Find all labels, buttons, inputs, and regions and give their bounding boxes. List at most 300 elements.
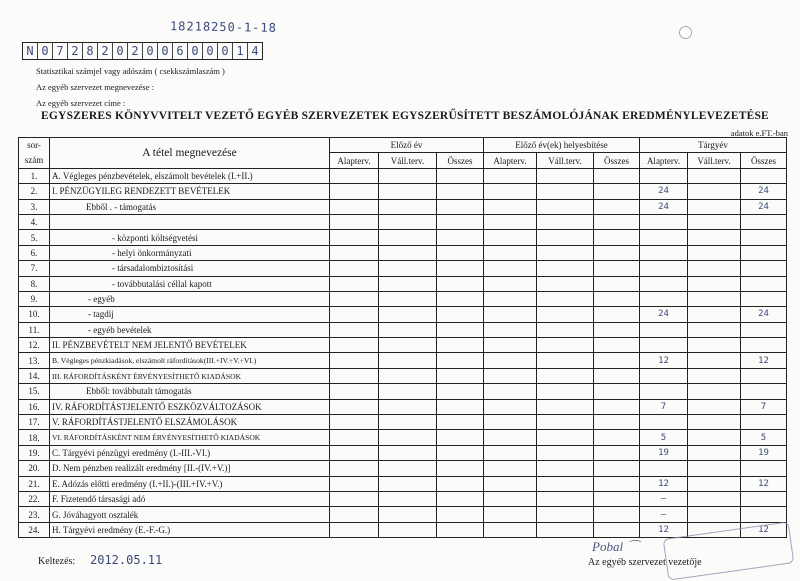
empty-cell [594, 184, 640, 199]
stat-code-box: 8 [83, 43, 98, 59]
table-row [19, 491, 787, 506]
empty-cell [688, 199, 741, 214]
row-number: 7. [19, 261, 50, 276]
empty-cell [379, 522, 437, 537]
current-osszes-cell [741, 291, 787, 306]
current-alapterv-cell: — [640, 507, 688, 522]
table-row [19, 199, 787, 214]
empty-cell [594, 384, 640, 399]
current-osszes-cell: 24 [741, 184, 787, 199]
empty-cell [437, 276, 484, 291]
empty-cell [688, 338, 741, 353]
empty-cell [379, 430, 437, 445]
empty-cell [484, 276, 537, 291]
empty-cell [379, 199, 437, 214]
empty-cell [437, 399, 484, 414]
empty-cell [437, 415, 484, 430]
empty-cell [437, 230, 484, 245]
empty-cell [537, 261, 594, 276]
row-number: 9. [19, 291, 50, 306]
empty-cell [537, 168, 594, 183]
empty-cell [594, 168, 640, 183]
row-description: F. Fizetendő társasági adó [50, 491, 330, 506]
table-row [19, 353, 787, 368]
empty-cell [688, 399, 741, 414]
sub-vallterv: Váll.terv. [537, 153, 594, 168]
table-row [19, 507, 787, 522]
current-osszes-cell [741, 230, 787, 245]
current-osszes-cell [741, 338, 787, 353]
empty-cell [484, 368, 537, 383]
empty-cell [330, 461, 379, 476]
sub-vallterv: Váll.terv. [688, 153, 741, 168]
row-number: 15. [19, 384, 50, 399]
empty-cell [484, 184, 537, 199]
current-alapterv-cell [640, 168, 688, 183]
row-number: 12. [19, 338, 50, 353]
empty-cell [537, 322, 594, 337]
empty-cell [330, 322, 379, 337]
current-alapterv-cell [640, 230, 688, 245]
current-osszes-cell: 12 [741, 353, 787, 368]
current-osszes-cell [741, 415, 787, 430]
income-statement-table [18, 137, 787, 538]
row-description: A. Végleges pénzbevételek, elszámolt bevételek (I.+II.) [50, 168, 330, 183]
empty-cell [379, 307, 437, 322]
current-osszes-cell [741, 276, 787, 291]
empty-cell [437, 368, 484, 383]
group-prev-correction: Előző év(ek) helyesbítése [484, 138, 640, 153]
sub-osszes: Összes [741, 153, 787, 168]
row-number: 18. [19, 430, 50, 445]
empty-cell [379, 353, 437, 368]
current-osszes-cell: 12 [741, 476, 787, 491]
current-alapterv-cell: 12 [640, 353, 688, 368]
table-row [19, 245, 787, 260]
empty-cell [688, 322, 741, 337]
punch-hole [679, 26, 692, 39]
stat-code-box: 7 [53, 43, 68, 59]
current-osszes-cell: 24 [741, 199, 787, 214]
empty-cell [537, 507, 594, 522]
table-row [19, 214, 787, 229]
row-description: B. Végleges pénzkiadások, elszámolt ráfordítások(III.+IV.+V.+VI.) [50, 353, 330, 368]
empty-cell [594, 491, 640, 506]
empty-cell [688, 214, 741, 229]
current-osszes-cell: 24 [741, 307, 787, 322]
stat-code-box: 6 [173, 43, 188, 59]
empty-cell [688, 491, 741, 506]
empty-cell [688, 415, 741, 430]
empty-cell [330, 384, 379, 399]
stat-code-box: 4 [251, 44, 259, 58]
signer-label: Az egyéb szervezet vezetője [588, 557, 702, 568]
current-alapterv-cell: 12 [640, 522, 688, 537]
date-value: 2012.05.11 [90, 553, 163, 567]
empty-cell [330, 399, 379, 414]
empty-cell [484, 338, 537, 353]
empty-cell [537, 291, 594, 306]
empty-cell [437, 338, 484, 353]
current-alapterv-cell [640, 322, 688, 337]
table-row [19, 291, 787, 306]
stat-code-box: 0 [113, 43, 128, 59]
empty-cell [437, 491, 484, 506]
org-address-label: Az egyéb szervezet címe : [36, 98, 126, 108]
row-description: - tagdíj [50, 307, 330, 322]
empty-cell [537, 276, 594, 291]
row-description: V. RÁFORDÍTÁSTJELENTŐ ELSZÁMOLÁSOK [50, 415, 330, 430]
empty-cell [594, 338, 640, 353]
empty-cell [537, 522, 594, 537]
empty-cell [437, 322, 484, 337]
empty-cell [330, 338, 379, 353]
row-description: Ebből: továbbutalt támogatás [50, 384, 330, 399]
stat-code-box: 2 [128, 43, 143, 59]
empty-cell [594, 461, 640, 476]
empty-cell [537, 199, 594, 214]
empty-cell [688, 168, 741, 183]
stat-code-box: 0 [143, 43, 158, 59]
empty-cell [330, 261, 379, 276]
empty-cell [437, 522, 484, 537]
current-alapterv-cell [640, 384, 688, 399]
empty-cell [537, 230, 594, 245]
table-row [19, 415, 787, 430]
empty-cell [379, 261, 437, 276]
empty-cell [437, 430, 484, 445]
empty-cell [330, 307, 379, 322]
empty-cell [484, 322, 537, 337]
group-current-year: Tárgyév [640, 138, 787, 153]
row-description: Ebből . - támogatás [50, 199, 330, 214]
empty-cell [330, 230, 379, 245]
row-number: 5. [19, 230, 50, 245]
current-alapterv-cell: 7 [640, 399, 688, 414]
empty-cell [594, 507, 640, 522]
table-row [19, 168, 787, 183]
empty-cell [379, 368, 437, 383]
empty-cell [537, 476, 594, 491]
current-osszes-cell [741, 322, 787, 337]
current-osszes-cell [741, 491, 787, 506]
empty-cell [379, 245, 437, 260]
empty-cell [537, 245, 594, 260]
current-osszes-cell [741, 214, 787, 229]
empty-cell [379, 476, 437, 491]
table-row [19, 461, 787, 476]
empty-cell [537, 353, 594, 368]
empty-cell [437, 384, 484, 399]
current-alapterv-cell: — [640, 491, 688, 506]
current-osszes-cell: 12 [741, 522, 787, 537]
row-number: 3. [19, 199, 50, 214]
empty-cell [594, 214, 640, 229]
table-row [19, 184, 787, 199]
row-number: 6. [19, 245, 50, 260]
empty-cell [330, 276, 379, 291]
stat-code-box: 0 [158, 43, 173, 59]
row-number: 21. [19, 476, 50, 491]
empty-cell [484, 522, 537, 537]
empty-cell [484, 230, 537, 245]
row-number: 19. [19, 445, 50, 460]
row-description: H. Tárgyévi eredmény (E.-F.-G.) [50, 522, 330, 537]
empty-cell [484, 261, 537, 276]
current-alapterv-cell [640, 415, 688, 430]
row-description: - továbbutalási céllal kapott [50, 276, 330, 291]
empty-cell [379, 338, 437, 353]
empty-cell [379, 322, 437, 337]
empty-cell [537, 399, 594, 414]
table-row [19, 384, 787, 399]
empty-cell [594, 245, 640, 260]
current-alapterv-cell: 24 [640, 184, 688, 199]
date-label: Keltezés: [38, 556, 76, 567]
empty-cell [437, 291, 484, 306]
empty-cell [688, 291, 741, 306]
empty-cell [688, 184, 741, 199]
row-number: 23. [19, 507, 50, 522]
empty-cell [484, 430, 537, 445]
empty-cell [484, 291, 537, 306]
empty-cell [437, 214, 484, 229]
empty-cell [330, 353, 379, 368]
table-row [19, 430, 787, 445]
current-alapterv-cell [640, 461, 688, 476]
row-number: 4. [19, 214, 50, 229]
empty-cell [594, 476, 640, 491]
statistical-code-boxes [22, 42, 263, 60]
empty-cell [594, 430, 640, 445]
empty-cell [330, 368, 379, 383]
empty-cell [379, 461, 437, 476]
table-row [19, 338, 787, 353]
empty-cell [437, 353, 484, 368]
empty-cell [688, 261, 741, 276]
current-alapterv-cell [640, 338, 688, 353]
current-osszes-cell: 19 [741, 445, 787, 460]
empty-cell [594, 368, 640, 383]
form-title: EGYSZERES KÖNYVVITELT VEZETŐ EGYÉB SZERVEZETEK EGYSZERŰSÍTETT BESZÁMOLÓJÁNAK EREDMÉNYLEVEZETÉSE [41, 110, 769, 122]
empty-cell [594, 199, 640, 214]
row-description: III. RÁFORDÍTÁSKÉNT ÉRVÉNYESÍTHETŐ KIADÁSOK [50, 368, 330, 383]
row-description: C. Tárgyévi pénzügyi eredmény (I.-III.-VI.) [50, 445, 330, 460]
empty-cell [379, 168, 437, 183]
empty-cell [594, 230, 640, 245]
empty-cell [330, 214, 379, 229]
empty-cell [537, 214, 594, 229]
empty-cell [484, 307, 537, 322]
current-osszes-cell [741, 461, 787, 476]
empty-cell [437, 184, 484, 199]
row-number: 24. [19, 522, 50, 537]
sub-vallterv: Váll.terv. [379, 153, 437, 168]
stat-code-box: 2 [68, 43, 83, 59]
empty-cell [330, 415, 379, 430]
row-number: 22. [19, 491, 50, 506]
stat-code-box: 0 [203, 43, 218, 59]
empty-cell [688, 307, 741, 322]
current-osszes-cell [741, 384, 787, 399]
empty-cell [484, 353, 537, 368]
empty-cell [594, 276, 640, 291]
empty-cell [594, 261, 640, 276]
current-osszes-cell [741, 261, 787, 276]
empty-cell [437, 261, 484, 276]
current-alapterv-cell [640, 261, 688, 276]
stat-code-box: 0 [188, 43, 203, 59]
row-description: - egyéb bevételek [50, 322, 330, 337]
empty-cell [537, 415, 594, 430]
empty-cell [437, 307, 484, 322]
table-row [19, 307, 787, 322]
sub-osszes: Összes [437, 153, 484, 168]
empty-cell [484, 461, 537, 476]
row-description: D. Nem pénzben realizált eredmény [II.-(IV.+V.)] [50, 461, 330, 476]
empty-cell [437, 199, 484, 214]
current-alapterv-cell [640, 245, 688, 260]
empty-cell [688, 461, 741, 476]
empty-cell [330, 491, 379, 506]
row-description: I. PÉNZÜGYILEG RENDEZETT BEVÉTELEK [50, 184, 330, 199]
sub-osszes: Összes [594, 153, 640, 168]
current-osszes-cell [741, 368, 787, 383]
empty-cell [330, 184, 379, 199]
current-osszes-cell [741, 507, 787, 522]
table-row [19, 522, 787, 537]
sub-alapterv: Alapterv. [640, 153, 688, 168]
row-description: VI. RÁFORDÍTÁSKÉNT NEM ÉRVÉNYESÍTHETŐ KIADÁSOK [50, 430, 330, 445]
empty-cell [330, 507, 379, 522]
current-alapterv-cell [640, 291, 688, 306]
empty-cell [437, 445, 484, 460]
stat-code-box: 0 [218, 43, 233, 59]
row-number: 10. [19, 307, 50, 322]
row-number: 16. [19, 399, 50, 414]
current-alapterv-cell: 12 [640, 476, 688, 491]
empty-cell [537, 368, 594, 383]
org-name-label: Az egyéb szervezet megnevezése : [36, 82, 154, 92]
empty-cell [688, 230, 741, 245]
empty-cell [484, 168, 537, 183]
col-row-number-2: szám [19, 153, 50, 168]
empty-cell [594, 291, 640, 306]
empty-cell [688, 276, 741, 291]
empty-cell [594, 353, 640, 368]
empty-cell [330, 168, 379, 183]
stat-code-box: 1 [233, 43, 248, 59]
empty-cell [330, 476, 379, 491]
sub-alapterv: Alapterv. [484, 153, 537, 168]
empty-cell [688, 384, 741, 399]
empty-cell [484, 476, 537, 491]
empty-cell [537, 430, 594, 445]
units-note: adatok e.FT.-ban [730, 128, 788, 138]
empty-cell [379, 445, 437, 460]
empty-cell [594, 322, 640, 337]
empty-cell [484, 384, 537, 399]
empty-cell [484, 214, 537, 229]
empty-cell [688, 368, 741, 383]
empty-cell [688, 430, 741, 445]
current-osszes-cell [741, 245, 787, 260]
row-description: II. PÉNZBEVÉTELT NEM JELENTŐ BEVÉTELEK [50, 338, 330, 353]
table-row [19, 261, 787, 276]
empty-cell [537, 384, 594, 399]
table-row [19, 276, 787, 291]
empty-cell [484, 445, 537, 460]
stat-code-box: 0 [38, 43, 53, 59]
empty-cell [688, 507, 741, 522]
empty-cell [330, 522, 379, 537]
empty-cell [594, 399, 640, 414]
current-osszes-cell: 5 [741, 430, 787, 445]
empty-cell [537, 445, 594, 460]
empty-cell [594, 307, 640, 322]
row-description: - egyéb [50, 291, 330, 306]
empty-cell [379, 415, 437, 430]
row-number: 14. [19, 368, 50, 383]
row-number: 1. [19, 168, 50, 183]
table-row [19, 399, 787, 414]
current-alapterv-cell [640, 214, 688, 229]
row-number: 11. [19, 322, 50, 337]
sub-alapterv: Alapterv. [330, 153, 379, 168]
col-row-number: sor- [19, 138, 50, 153]
empty-cell [484, 399, 537, 414]
empty-cell [484, 245, 537, 260]
stat-number-label: Statisztikai számjel vagy adószám ( csekkszámlaszám ) [36, 66, 225, 76]
empty-cell [330, 430, 379, 445]
empty-cell [379, 491, 437, 506]
table-row [19, 445, 787, 460]
signature: Pobal ⌒ [592, 539, 640, 554]
table-row [19, 476, 787, 491]
row-description: - központi költségvetési [50, 230, 330, 245]
empty-cell [537, 491, 594, 506]
current-alapterv-cell: 24 [640, 307, 688, 322]
empty-cell [594, 415, 640, 430]
empty-cell [330, 199, 379, 214]
empty-cell [688, 445, 741, 460]
current-alapterv-cell: 5 [640, 430, 688, 445]
empty-cell [379, 214, 437, 229]
current-alapterv-cell: 24 [640, 199, 688, 214]
empty-cell [379, 276, 437, 291]
empty-cell [688, 245, 741, 260]
empty-cell [330, 445, 379, 460]
empty-cell [437, 168, 484, 183]
row-number: 20. [19, 461, 50, 476]
stat-code-box: 2 [98, 43, 113, 59]
empty-cell [437, 461, 484, 476]
empty-cell [330, 245, 379, 260]
empty-cell [437, 507, 484, 522]
row-description: - helyi önkormányzati [50, 245, 330, 260]
empty-cell [484, 415, 537, 430]
row-description: - társadalombiztosítási [50, 261, 330, 276]
empty-cell [688, 476, 741, 491]
empty-cell [379, 507, 437, 522]
empty-cell [688, 353, 741, 368]
handwritten-number: 18218250-1-18 [169, 19, 278, 35]
current-alapterv-cell: 19 [640, 445, 688, 460]
col-description: A tétel megnevezése [50, 138, 330, 169]
empty-cell [437, 245, 484, 260]
empty-cell [379, 230, 437, 245]
table-row [19, 322, 787, 337]
